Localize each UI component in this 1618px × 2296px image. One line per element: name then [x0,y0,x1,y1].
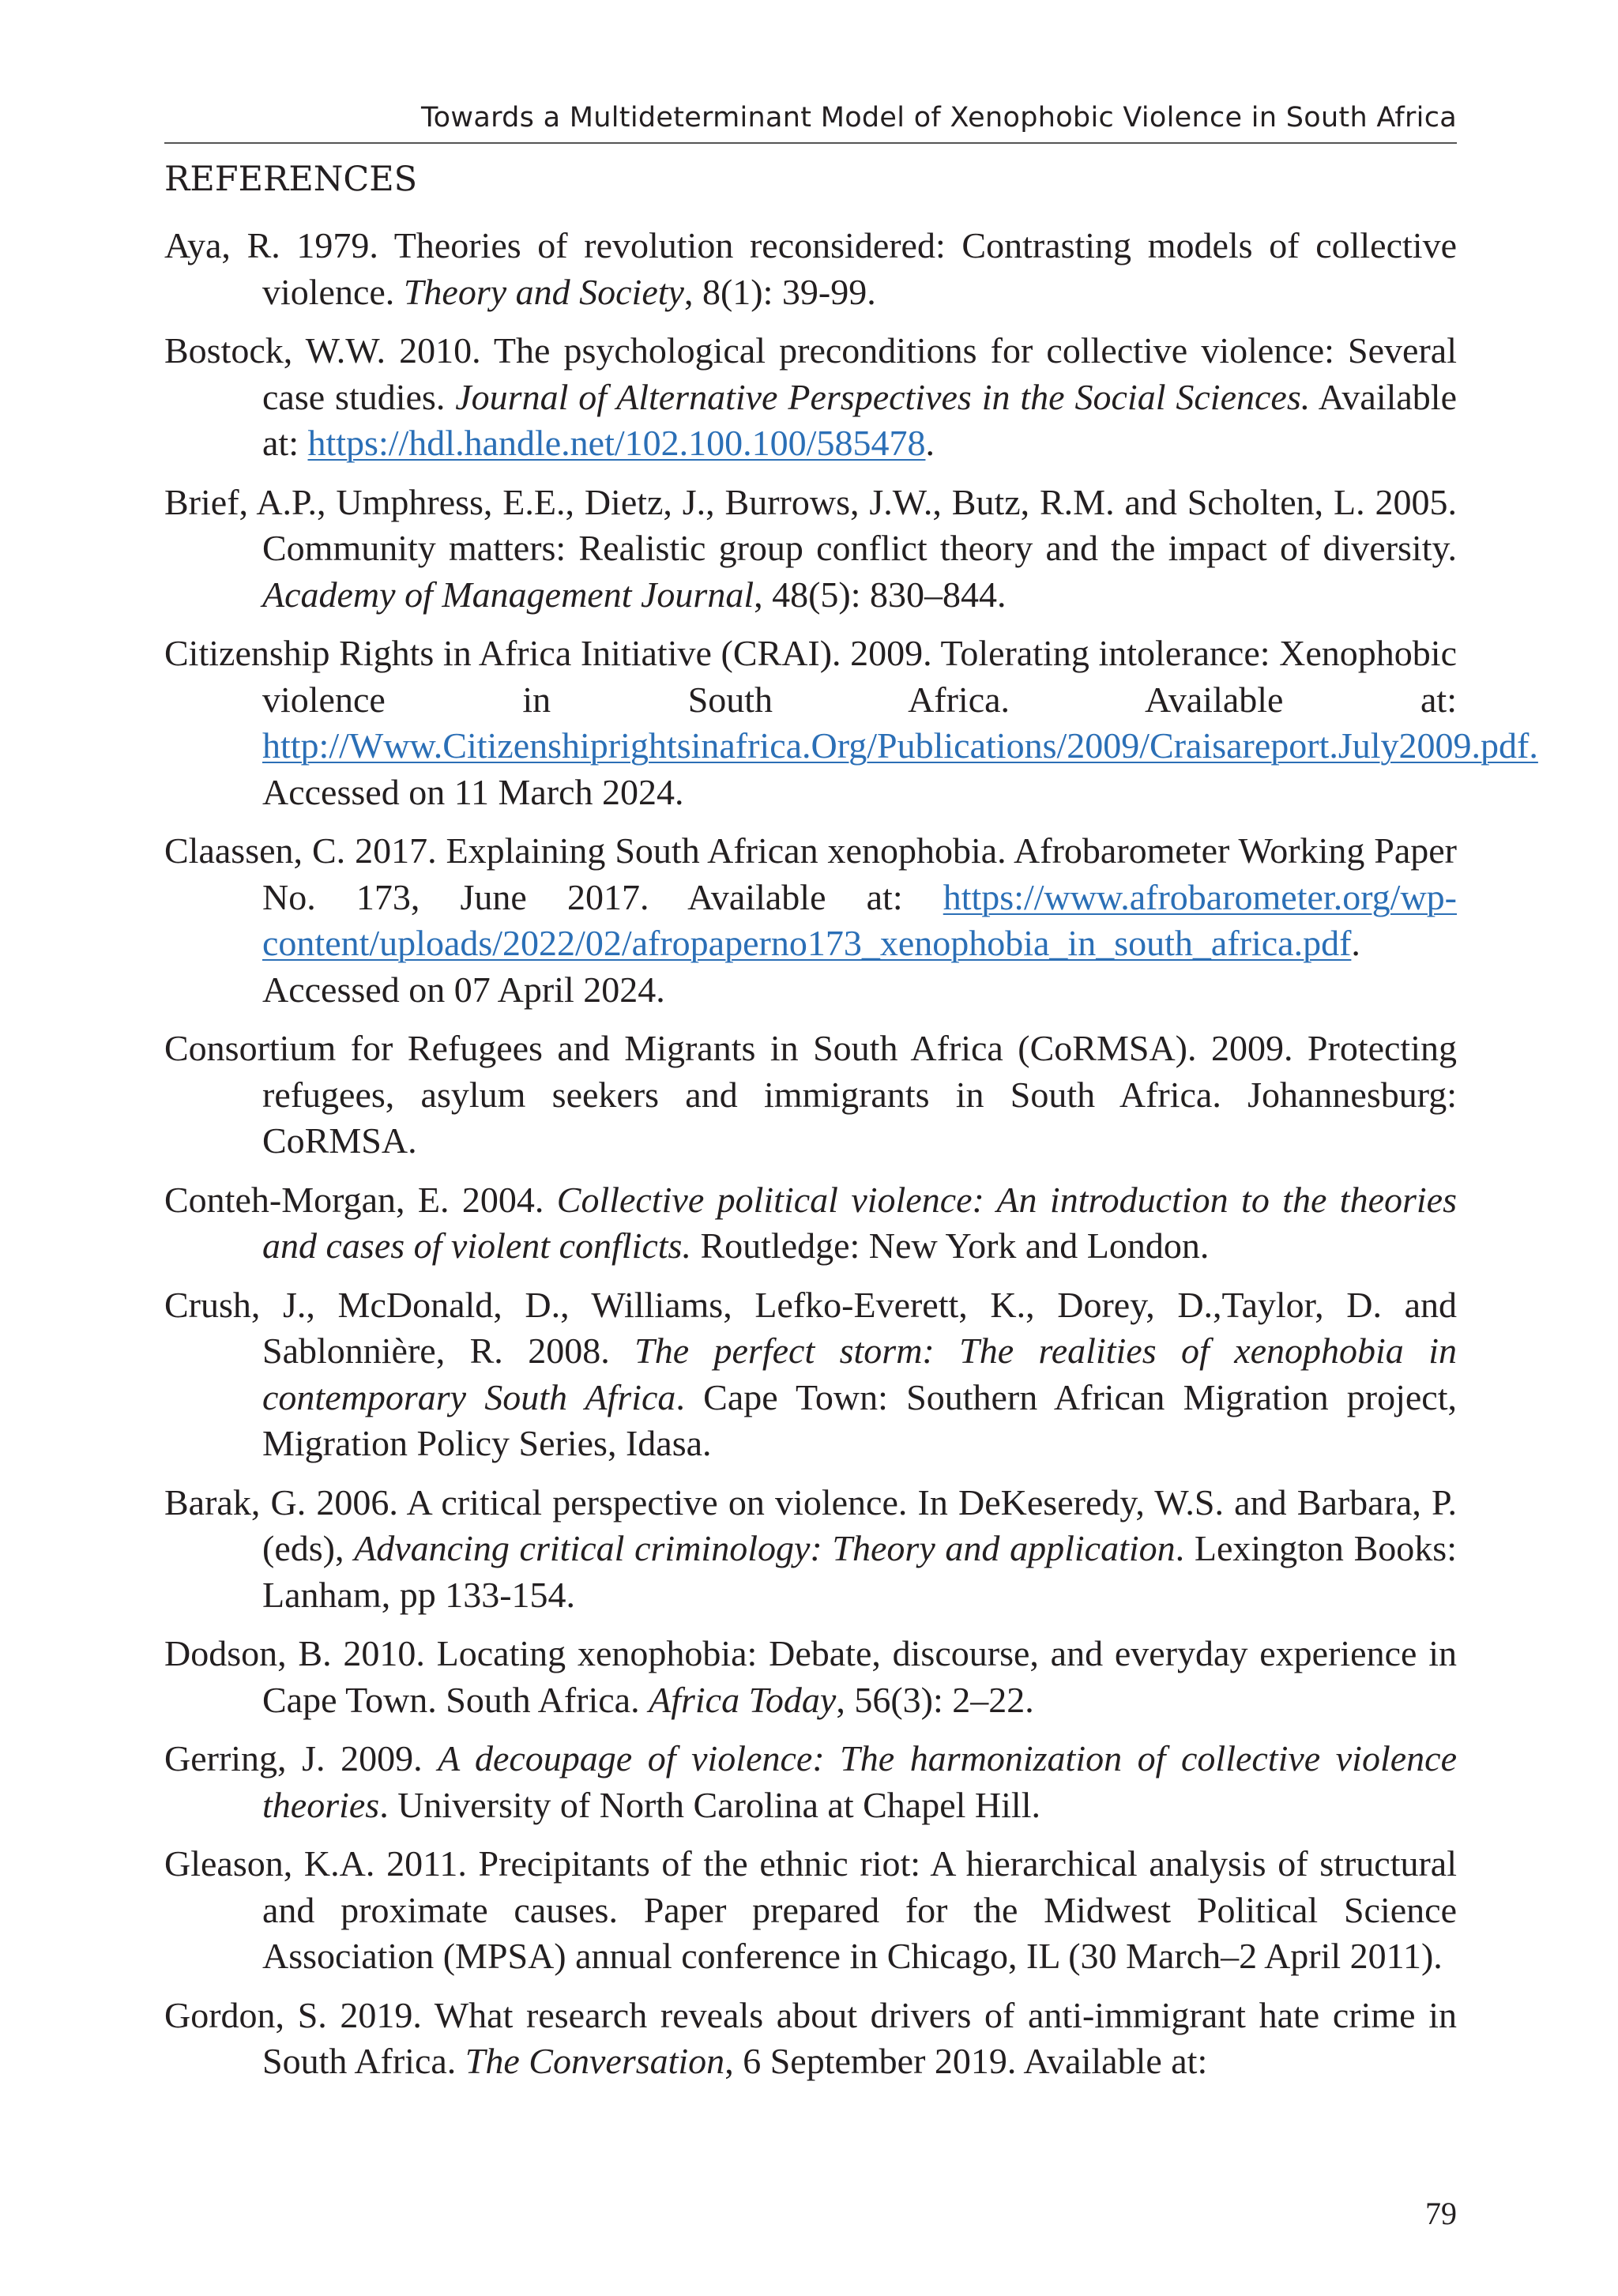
ref-text: Gordon, S. 2019. What research reveals about drivers of anti-immigrant hate crime in South Africa. [164,1994,1457,2081]
ref-text-tail: Routledge: New York and London. [690,1225,1210,1266]
ref-journal: Academy of Management Journal [262,574,754,615]
ref-text-tail: , 48(5): 830–844. [754,574,1007,615]
ref-text-tail: . Accessed on 07 April 2024. [262,923,1360,1010]
header-rule [164,142,1457,144]
ref-text: Conteh-Morgan, E. 2004. [164,1179,557,1220]
ref-text-tail: Accessed on 11 March 2024. [262,771,684,812]
ref-book-title: A decoupage of violence: The harmonization of collective violence theories [262,1738,1457,1825]
reference-gerring [164,1736,1457,1828]
ref-text: Dodson, B. 2010. Locating xenophobia: Debate, discourse, and everyday experience in Cape Town. South Africa. [164,1633,1457,1720]
ref-link[interactable]: http://Www.Citizenshiprightsinafrica.Org/Publications/2009/Craisareport.July2009.pdf. [262,725,1538,766]
reference-cormsa [164,1026,1457,1165]
ref-text: Gleason, K.A. 2011. Precipitants of the ethnic riot: A hierarchical analysis of structural and proximate causes. Paper prepared for the Midwest Political Science Association (MPSA) annual conference in Chicago, IL (30 March–2 April 2011). [164,1843,1457,1976]
reference-crush [164,1282,1457,1467]
ref-text-tail: . [925,423,935,463]
ref-journal: The Conversation [465,2041,725,2081]
reference-list [164,223,1538,2098]
reference-claassen [164,828,1457,1013]
ref-book-title: Collective political violence: An introduction to the theories and cases of violent conflicts. [262,1179,1457,1266]
section-title: REFERENCES [164,160,418,199]
ref-text: Citizenship Rights in Africa Initiative (CRAI). 2009. Tolerating intolerance: Xenophobic violence in South Africa. Available at: [164,633,1457,720]
ref-journal: Journal of Alternative Perspectives in the Social Sciences. [455,376,1311,417]
ref-text: Claassen, C. 2017. Explaining South African xenophobia. Afrobarometer Working Paper No. 173, June 2017. Available at: [164,830,1457,917]
reference-bostock [164,328,1457,467]
page-number: 79 [1425,2196,1457,2231]
ref-text-tail: , 6 September 2019. Available at: [724,2041,1208,2081]
ref-text: Bostock, W.W. 2010. The psychological preconditions for collective violence: Several case studies. [164,330,1457,417]
ref-journal: Africa Today [649,1679,837,1720]
reference-aya [164,223,1457,315]
reference-brief [164,480,1457,619]
ref-text-mid: Available at: [262,376,1457,463]
ref-text-tail: , 8(1): 39-99. [683,271,876,312]
ref-text-tail: . Cape Town: Southern African Migration project, Migration Policy Series, Idasa. [262,1376,1458,1463]
ref-link[interactable]: https://hdl.handle.net/102.100.100/585478 [307,423,926,463]
reference-conteh-morgan [164,1177,1457,1270]
ref-book-title: The perfect storm: The realities of xenophobia in contemporary South Africa [262,1331,1457,1417]
ref-text-tail: . University of North Carolina at Chapel Hill. [379,1784,1040,1825]
ref-text-tail: , 56(3): 2–22. [836,1679,1034,1720]
ref-journal: Theory and Society [403,271,684,312]
running-header: Towards a Multideterminant Model of Xenophobic Violence in South Africa [420,102,1457,134]
reference-crai [164,630,1538,815]
reference-gleason [164,1841,1457,1980]
ref-text: Brief, A.P., Umphress, E.E., Dietz, J., Burrows, J.W., Butz, R.M. and Scholten, L. 2005. Community matters: Realistic group conflict theory and the impact of diversity. [164,481,1457,568]
ref-text-tail: . Lexington Books: Lanham, pp 133-154. [262,1528,1457,1615]
ref-text: Barak, G. 2006. A critical perspective on violence. In DeKeseredy, W.S. and Barbara, P. (eds), [164,1481,1457,1568]
reference-dodson [164,1631,1457,1723]
reference-gordon [164,1993,1457,2085]
reference-barak [164,1480,1457,1619]
ref-book-title: Advancing critical criminology: Theory and application [354,1528,1176,1568]
ref-text: Crush, J., McDonald, D., Williams, Lefko-Everett, K., Dorey, D.,Taylor, D. and Sablonnière, R. 2008. [164,1284,1457,1371]
ref-text: Gerring, J. 2009. [164,1738,438,1778]
ref-text: Aya, R. 1979. Theories of revolution reconsidered: Contrasting models of collective violence. [164,225,1457,312]
ref-text: Consortium for Refugees and Migrants in South Africa (CoRMSA). 2009. Protecting refugees, asylum seekers and immigrants in South Africa. Johannesburg: CoRMSA. [164,1028,1457,1161]
ref-link[interactable]: https://www.afrobarometer.org/wp-content/uploads/2022/02/afropaperno173_xenophobia_in_south_africa.pdf [262,876,1457,963]
